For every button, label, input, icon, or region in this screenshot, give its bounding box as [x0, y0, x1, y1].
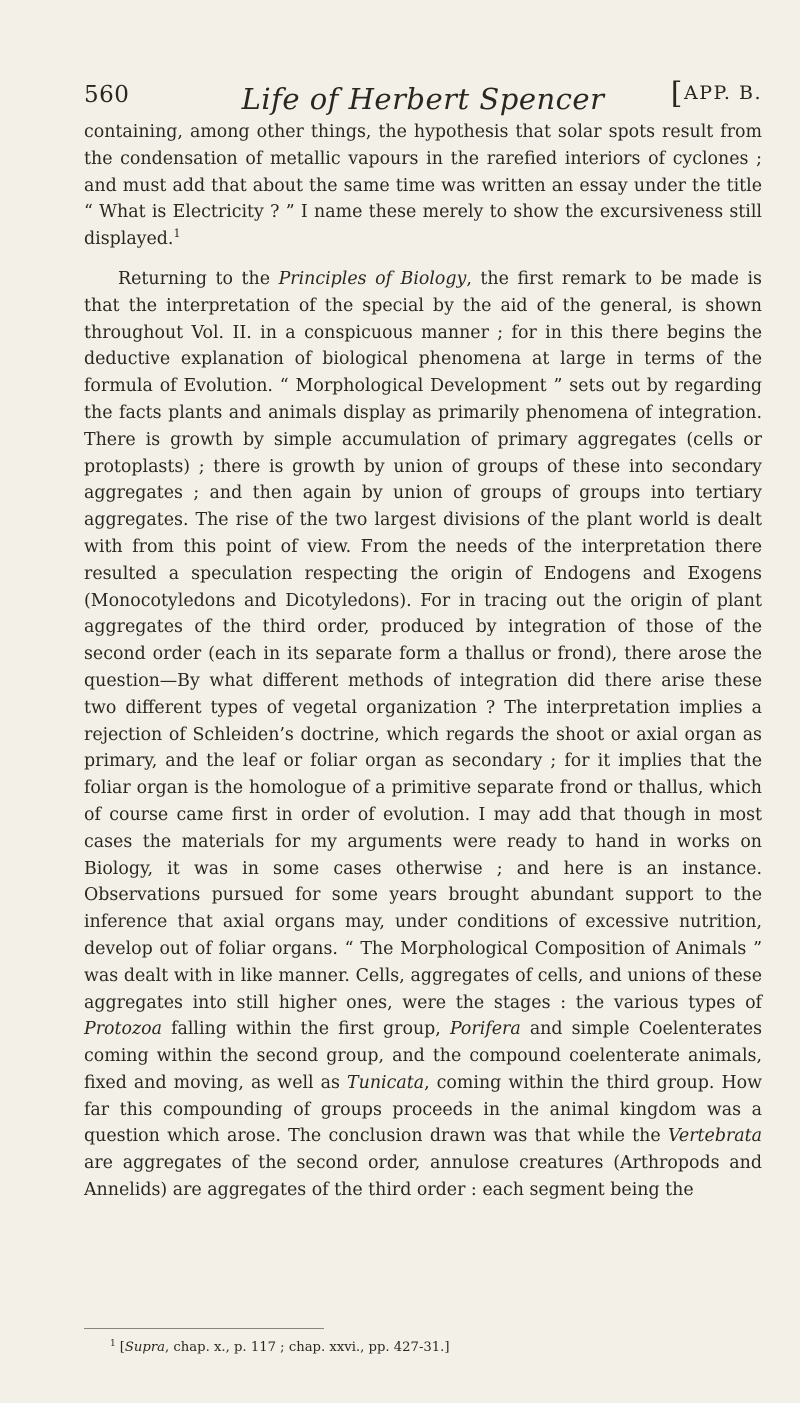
- footnote-supra: Supra: [124, 1340, 166, 1355]
- paragraph-biology: Returning to the Principles of Biology, the first remark to be made is that the interpretation of the special by the aid of the general, is shown throughout Vol. II. in a conspicuous manner ; for in this there begins the deductive explanation of biological phenomena at large in terms of the formula of Evolution. “ Morphological Development ” sets out by regarding the facts plants and animals display as primarily phenomena of integration. There is growth by simple accumulation of primary aggregates (cells or protoplasts) ; there is growth by union of groups of these into secondary aggregates ; and then again by union of groups of groups into tertiary aggregates. The rise of the two largest divisions of the plant world is dealt with from this point of view. From the needs of the interpretation there resulted a speculation respecting the origin of Endogens and Exogens (Monocotyledons and Dicotyledons). For in tracing out the origin of plant aggregates of the third order, produced by integration of those of the second order (each in its separate form a thallus or frond), there arose the question—By what different methods of integration did there arise these two different types of vegetal organization ? The interpretation implies a rejection of Schleiden’s doctrine, which regards the shoot or axial organ as primary, and the leaf or foliar organ as secondary ; for it implies that the foliar organ is the homologue of a primitive separate frond or thallus, which of course came first in order of evolution. I may add that though in most cases the materials for my arguments were ready to hand in works on Biology, it was in some cases otherwise ; and here is an instance. Observations pursued for some years brought abundant support to the inference that axial organs may, under conditions of excessive nutrition, develop out of foliar organs. “ The Morphological Composition of Animals ” was dealt with in like manner. Cells, aggregates of cells, and unions of these aggregates into still higher ones, were the stages : the various types of Protozoa falling within the first group, Porifera and simple Coelenterates coming within the second group, and the compound coelenterate animals, fixed and moving, as well as Tunicata, coming within the third group. How far this compounding of groups proceeds in the animal kingdom was a question which arose. The conclusion drawn was that while the Vertebrata are aggregates of the second order, annulose creatures (Arthropods and Annelids) are aggregates of the third order : each segment being the: [84, 268, 762, 1201]
- taxon-porifera: Porifera: [449, 1019, 521, 1040]
- footnote-reference: 1: [173, 227, 181, 241]
- footnote-marker: 1: [110, 1339, 116, 1349]
- page-header: [84, 76, 762, 122]
- taxon-tunicata: Tunicata: [347, 1072, 425, 1093]
- taxon-protozoa: Protozoa: [84, 1019, 162, 1040]
- section-tag: [APP. B.: [670, 76, 762, 111]
- running-title: Life of Herbert Spencer: [241, 82, 605, 116]
- book-title: Principles of Biology: [278, 268, 467, 289]
- footnote: $^1$ [Supra, chap. x., p. 117 ; chap. xxvi., pp. 427-31.]: [110, 1339, 450, 1355]
- body-text: [84, 119, 762, 1204]
- footnote-text: , chap. x., p. 117 ; chap. xxvi., pp. 427-31.]: [165, 1340, 450, 1355]
- section-tag-label: APP. B.: [683, 82, 762, 104]
- taxon-vertebrata: Vertebrata: [667, 1126, 762, 1147]
- page-number: 560: [84, 82, 130, 108]
- paragraph-continuation: containing, among other things, the hypothesis that solar spots result from the condensation of metallic vapours in the rarefied interiors of cyclones ; and must add that about the same time was written an essay under the title “ What is Electricity ? ” I name these merely to show the excursiveness still displayed.$^1$: [84, 122, 762, 250]
- footnote-rule: [84, 1328, 324, 1329]
